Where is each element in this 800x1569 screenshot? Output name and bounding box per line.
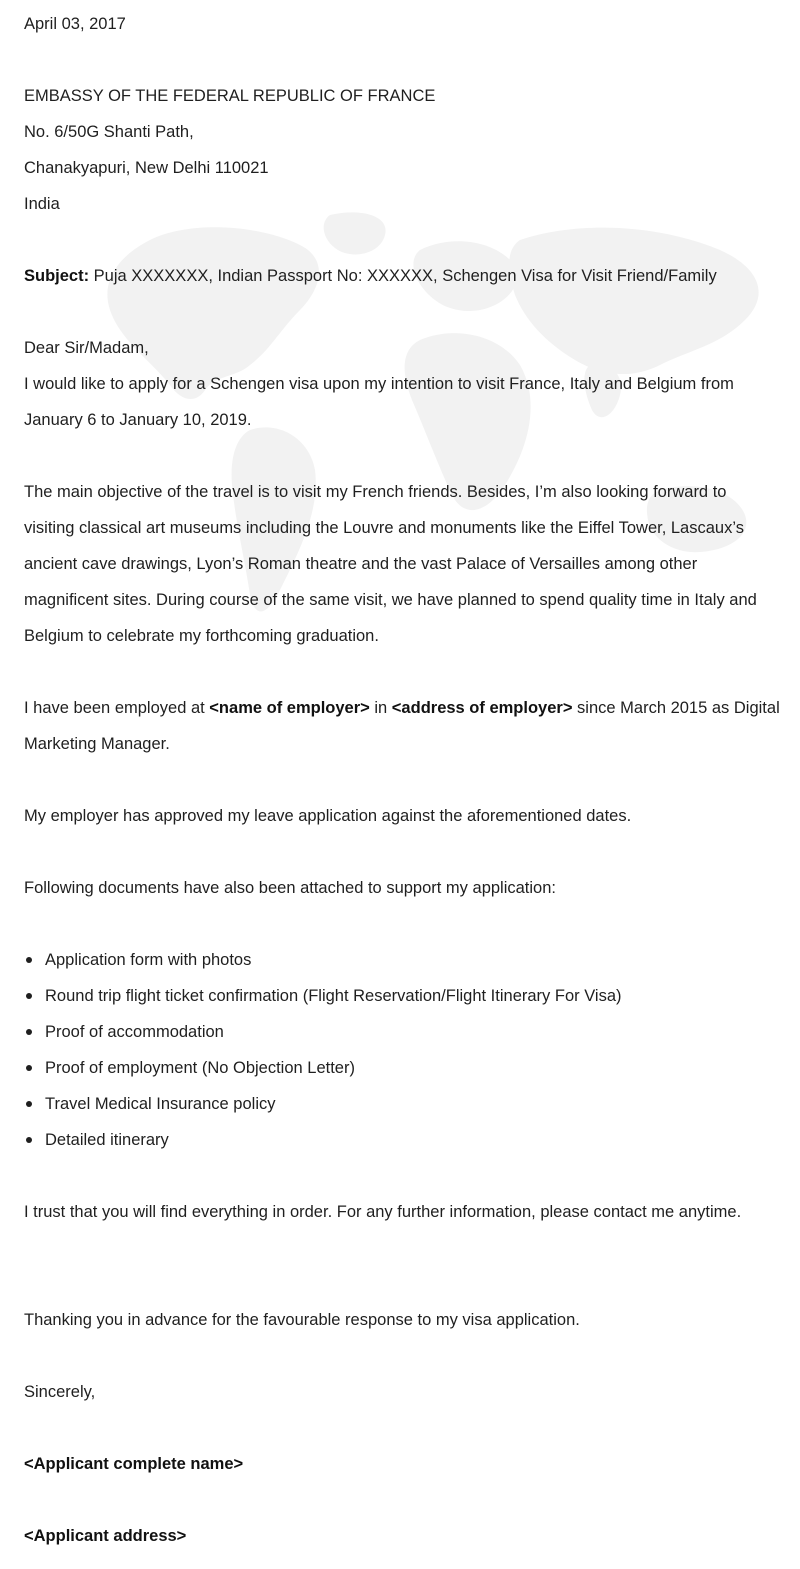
list-item <box>24 1050 622 1086</box>
employment-text-3: since March 2015 as Digital Marketing Manager. <box>24 699 780 753</box>
list-item <box>24 942 622 978</box>
bullet-icon <box>26 957 32 963</box>
recipient-name: EMBASSY OF THE FEDERAL REPUBLIC OF FRANCE <box>24 87 436 105</box>
recipient-address-line2: Chanakyapuri, New Delhi 110021 <box>24 159 269 177</box>
employer-address-placeholder: <address of employer> <box>391 699 573 717</box>
bullet-icon <box>26 1029 32 1035</box>
list-item-text: Travel Medical Insurance policy <box>45 1095 276 1113</box>
employment-text-2: in <box>369 699 392 717</box>
leave-approval: My employer has approved my leave application against the aforementioned dates. <box>24 807 632 825</box>
list-item-text: Application form with photos <box>45 951 252 969</box>
objective-paragraph: The main objective of the travel is to visit my French friends. Besides, I’m also looking forward to visiting classical art museums including the Louvre and monuments like the Eiffel Tower, Lascaux’s ancient cave drawings, Lyon’s Roman theatre and the vast Palace of Versailles among other magnificent sites. During course of the same visit, we have planned to spend quality time in Italy and Belgium to celebrate my forthcoming graduation. <box>24 483 757 645</box>
list-item-text: Proof of employment (No Objection Letter) <box>45 1059 355 1077</box>
employment-paragraph <box>24 690 780 762</box>
thanks-line: Thanking you in advance for the favourable response to my visa application. <box>24 1311 580 1329</box>
list-item-text: Detailed itinerary <box>45 1131 169 1149</box>
bullet-icon <box>26 993 32 999</box>
trust-paragraph: I trust that you will find everything in order. For any further information, please contact me anytime. <box>24 1203 742 1221</box>
list-item <box>24 1086 622 1122</box>
subject-text: Puja XXXXXXX, Indian Passport No: XXXXXX, Schengen Visa for Visit Friend/Family <box>89 267 717 285</box>
bullet-icon <box>26 1065 32 1071</box>
list-item <box>24 1122 622 1158</box>
letter-date: April 03, 2017 <box>24 15 126 33</box>
employer-name-placeholder: <name of employer> <box>209 699 370 717</box>
documents-list <box>24 942 622 1158</box>
list-item <box>24 1014 622 1050</box>
intro-paragraph: I would like to apply for a Schengen visa upon my intention to visit France, Italy and Belgium from January 6 to January 10, 2019. <box>24 375 734 429</box>
applicant-name-placeholder <box>24 1446 782 1482</box>
employment-text-1: I have been employed at <box>24 699 210 717</box>
subject-line <box>24 258 782 294</box>
applicant-address-text: <Applicant address> <box>24 1527 187 1545</box>
recipient-address-line1: No. 6/50G Shanti Path, <box>24 123 194 141</box>
bullet-icon <box>26 1137 32 1143</box>
list-item <box>24 978 622 1014</box>
applicant-name-text: <Applicant complete name> <box>24 1455 244 1473</box>
bullet-icon <box>26 1101 32 1107</box>
recipient-country: India <box>24 195 60 213</box>
salutation: Dear Sir/Madam, <box>24 339 149 357</box>
documents-intro: Following documents have also been attached to support my application: <box>24 879 556 897</box>
list-item-text: Proof of accommodation <box>45 1023 224 1041</box>
applicant-address-placeholder <box>24 1518 782 1554</box>
list-item-text: Round trip flight ticket confirmation (Flight Reservation/Flight Itinerary For Visa) <box>45 987 622 1005</box>
closing: Sincerely, <box>24 1383 96 1401</box>
subject-label: Subject: <box>24 267 90 285</box>
